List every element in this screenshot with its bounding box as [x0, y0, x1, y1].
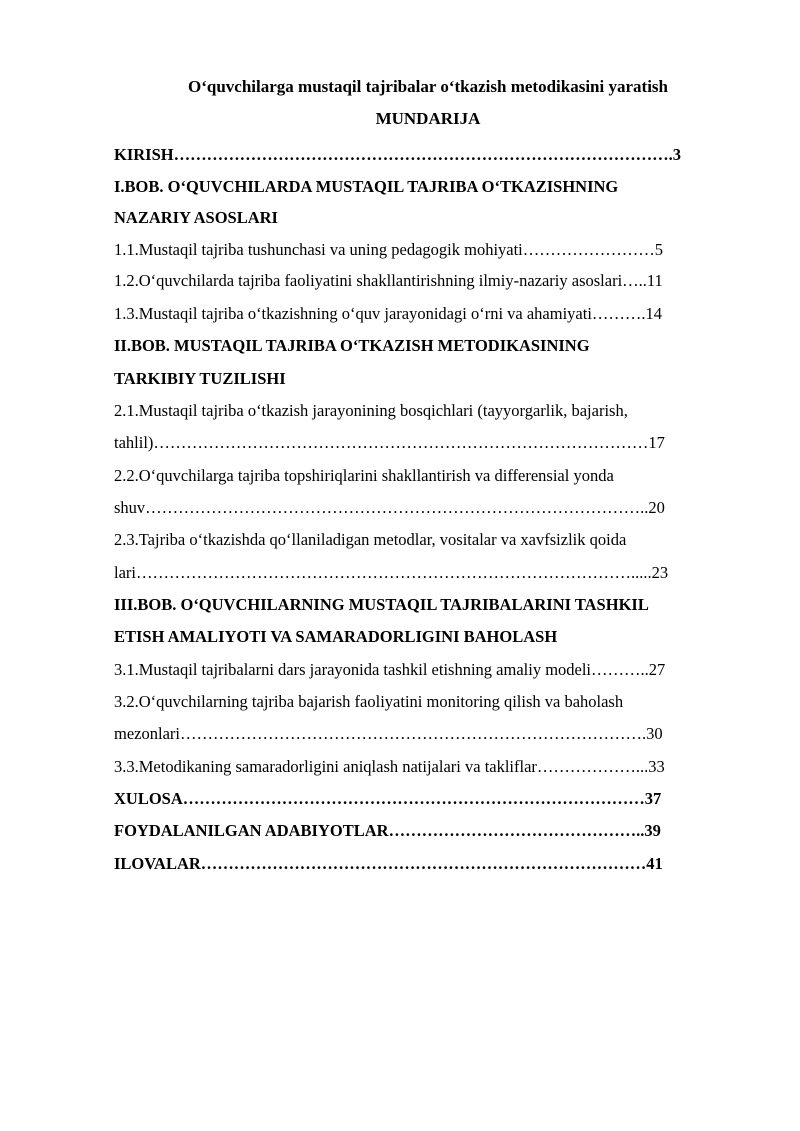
toc-entry-2-1-cont: tahlil)………………………………………………………………………………17 — [114, 433, 665, 452]
toc-entry-adabiyotlar: FOYDALANILGAN ADABIYOTLAR………………………………………..39 — [114, 821, 661, 840]
toc-chapter-1-title-cont: NAZARIY ASOSLARI — [114, 208, 278, 227]
document-title: O‘quvchilarga mustaqil tajribalar o‘tkazish metodikasini yaratish — [188, 77, 668, 96]
toc-chapter-2-title-cont: TARKIBIY TUZILISHI — [114, 369, 286, 388]
toc-entry-3-2: 3.2.O‘quvchilarning tajriba bajarish faoliyatini monitoring qilish va baholash — [114, 692, 624, 711]
toc-entry-3-3: 3.3.Metodikaning samaradorligini aniqlash natijalari va takliflar………………...33 — [114, 757, 665, 776]
toc-entry-3-2-cont: mezonlari………………………………………………………………………….30 — [114, 724, 663, 743]
toc-entry-2-3-cont: lari……………………………………………………………………………….....23 — [114, 563, 669, 582]
toc-chapter-3-title-cont: ETISH AMALIYOTI VA SAMARADORLIGINI BAHOLASH — [114, 627, 558, 646]
toc-entry-1-3: 1.3.Mustaqil tajriba o‘tkazishning o‘quv jarayonidagi o‘rni va ahamiyati……….14 — [114, 304, 663, 323]
toc-chapter-1-title: I.BOB. O‘QUVCHILARDA MUSTAQIL TAJRIBA O‘TKAZISHNING — [114, 177, 619, 196]
toc-entry-2-2-cont: shuv………………………………………………………………………………..20 — [114, 498, 665, 517]
toc-entry-xulosa: XULOSA…………………………………………………………………………37 — [114, 789, 662, 808]
toc-entry-1-1: 1.1.Mustaqil tajriba tushunchasi va uning pedagogik mohiyati……………………5 — [114, 240, 664, 259]
toc-entry-1-2: 1.2.O‘quvchilarda tajriba faoliyatini shakllantirishning ilmiy-nazariy asoslari…..11 — [114, 271, 663, 290]
toc-entry-3-1: 3.1.Mustaqil tajribalarni dars jarayonida tashkil etishning amaliy modeli………..27 — [114, 660, 666, 679]
toc-chapter-3-title: III.BOB. O‘QUVCHILARNING MUSTAQIL TAJRIBALARINI TASHKIL — [114, 595, 649, 614]
toc-entry-2-2: 2.2.O‘quvchilarga tajriba topshiriqlarini shakllantirish va differensial yonda — [114, 466, 614, 485]
toc-entry-2-3: 2.3.Tajriba o‘tkazishda qo‘llaniladigan metodlar, vositalar va xavfsizlik qoida — [114, 530, 627, 549]
toc-chapter-2-title: II.BOB. MUSTAQIL TAJRIBA O‘TKAZISH METODIKASINING — [114, 336, 590, 355]
toc-heading: MUNDARIJA — [375, 109, 481, 128]
toc-entry-kirish: KIRISH……………………………………………………………………………….3 — [114, 145, 681, 164]
toc-entry-ilovalar: ILOVALAR………………………………………………………………………41 — [114, 854, 663, 873]
toc-entry-2-1: 2.1.Mustaqil tajriba o‘tkazish jarayonining bosqichlari (tayyorgarlik, bajarish, — [114, 401, 628, 420]
